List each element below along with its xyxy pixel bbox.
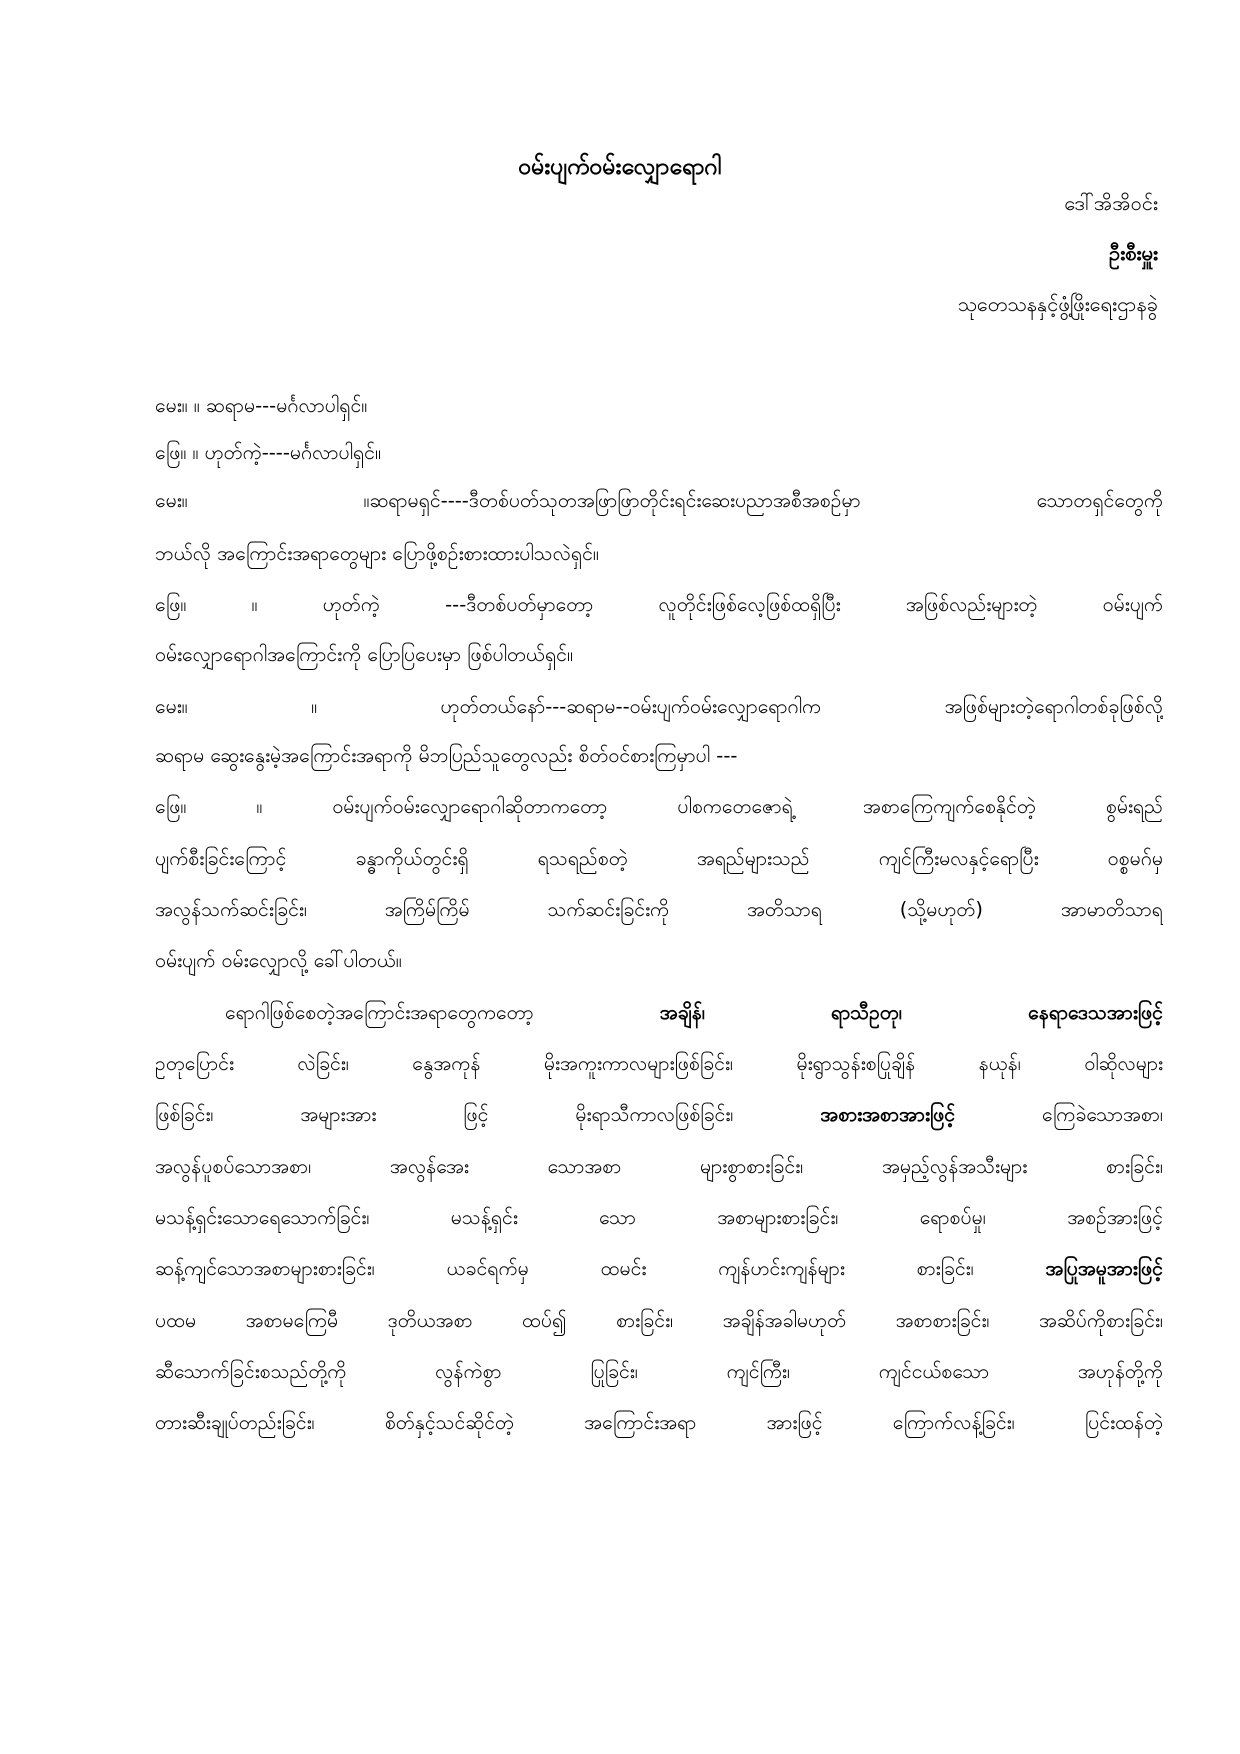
qa-line: ပျက်စီးခြင်းကြောင့် ခန္ဓာကိုယ်တွင်းရှိ ရသရည်စတဲ့ အရည်များသည် ကျင်ကြီးမလနှင့်ရောပြီး ဝစ္စမဂ်မှ (155, 847, 1163, 870)
keyword-food: အစားအစာအားဖြင့် (820, 1103, 956, 1126)
para-line: ဆီသောက်ခြင်းစသည်တို့ကို လွန်ကဲစွာ ပြုခြင်း၊ ကျင်ကြီး၊ ကျင်ငယ်စသော အဟုန်တို့ကို (155, 1360, 1163, 1383)
qa-line: ဝမ်းပျက် ဝမ်းလျှောလို့ ခေါ်ပါတယ်။ (155, 949, 402, 972)
qa-line: မေး။ ။ ဆရာမ---မင်္ဂလာပါရှင်။ (155, 394, 368, 417)
author-position: ဦးစီးမှူး (1108, 241, 1158, 265)
keyword-place: နေရာဒေသအားဖြင့် (1028, 1001, 1163, 1024)
keyword-season: ရာသီဥတု၊ (831, 1001, 903, 1024)
keyword-behavior: အပြုအမူအားဖြင့် (1045, 1257, 1163, 1280)
para-intro: ရောဂါဖြစ်စေတဲ့အကြောင်းအရာတွေကတော့ (225, 1001, 534, 1024)
para-line (155, 1097, 1163, 1133)
para-line: တားဆီးချုပ်တည်းခြင်း၊ စိတ်နှင့်သင်ဆိုင်တဲ့ အကြောင်းအရာ အားဖြင့် ကြောက်လန့်ခြင်း၊ ပြင်းထန်တဲ့ (155, 1411, 1163, 1434)
qa-line: မေး။ ။ ဟုတ်တယ်နော်---ဆရာမ--ဝမ်းပျက်ဝမ်းလျှောရောဂါက အဖြစ်များတဲ့ရောဂါတစ်ခုဖြစ်လို့ (155, 695, 1163, 718)
qa-line: ဆရာမ ဆွေးနွေးမဲ့အကြောင်းအရာကို မိဘပြည်သူတွေလည်း စိတ်ဝင်စားကြမှာပါ --- (155, 744, 738, 767)
para-line: အလွန်ပူစပ်သောအစာ၊ အလွန်အေး သောအစာ များစွာစားခြင်း၊ အမှည့်လွန်အသီးများ စားခြင်း၊ (155, 1155, 1163, 1178)
para-text: ကြေခဲသောအစာ၊ (1042, 1103, 1163, 1126)
qa-line: ဘယ်လို အကြောင်းအရာတွေများ ပြောဖို့စဥ်းစားထားပါသလဲရှင်။ (155, 542, 599, 565)
author-name: ဒေါ်အိအိဝင်း (1064, 191, 1158, 215)
para-text: ဆန့်ကျင်သောအစာများစားခြင်း၊ ယခင်ရက်မှ ထမင်း ကျန်ဟင်းကျန်များ စားခြင်း၊ (155, 1257, 974, 1280)
para-line: ပထမ အစာမကြေမီ ဒုတိယအစာ ထပ်၍ စားခြင်း၊ အချိန်အခါမဟုတ် အစာစားခြင်း၊ အဆိပ်ကိုစားခြင်း၊ (155, 1309, 1163, 1332)
para-line (155, 995, 1163, 1031)
qa-line: အလွန်သက်ဆင်းခြင်း၊ အကြိမ်ကြိမ် သက်ဆင်းခြင်းကို အတိသာရ (သို့မဟုတ်) အာမာတိသာရ (155, 898, 1163, 921)
qa-line: ဖြေ။ ။ ဟုတ်ကဲ့----မင်္ဂလာပါရှင်။ (155, 441, 381, 464)
para-line (155, 1251, 1163, 1287)
qa-line: ဖြေ။ ။ ဝမ်းပျက်ဝမ်းလျှောရောဂါဆိုတာကတော့ ပါစကတေဇောရဲ့ အစာကြေကျက်စေနိုင်တဲ့ စွမ်းရည် (155, 795, 1163, 818)
para-line: မသန့်ရှင်းသောရေသောက်ခြင်း၊ မသန့်ရှင်း သော အစာများစားခြင်း၊ ရောစပ်မှု၊ အစဥ်အားဖြင့် (155, 1206, 1163, 1229)
author-department: သုတေသနနှင့်ဖွံ့ဖြိုးရေးဌာနခွဲ (957, 292, 1158, 316)
document-title: ဝမ်းပျက်ဝမ်းလျှောရောဂါ (518, 154, 722, 180)
para-line: ဥတုပြောင်း လဲခြင်း၊ နွေအကုန် မိုးအကူးကာလများဖြစ်ခြင်း၊ မိုးရွာသွန်းစပြုချိန် နယုန်၊ ဝါဆိုလများ (155, 1052, 1163, 1075)
keyword-time: အချိန်၊ (659, 1001, 705, 1024)
qa-line: ဝမ်းလျှောရောဂါအကြောင်းကို ပြောပြပေးမှာ ဖြစ်ပါတယ်ရှင်။ (155, 643, 573, 666)
qa-line: ဖြေ။ ။ ဟုတ်ကဲ့ ---ဒီတစ်ပတ်မှာတော့ လူတိုင်းဖြစ်လေ့ဖြစ်ထရှိပြီး အဖြစ်လည်းများတဲ့ ဝမ်းပျက် (155, 593, 1163, 616)
qa-line: မေး။ ။ဆရာမရှင်----ဒီတစ်ပတ်သုတအဖြာဖြာတိုင်းရင်းဆေးပညာအစီအစဥ်မှာ သောတရှင်တွေကို (155, 489, 1163, 512)
para-text: ဖြစ်ခြင်း၊ အများအား ဖြင့် မိုးရာသီကာလဖြစ်ခြင်း၊ (155, 1103, 734, 1126)
